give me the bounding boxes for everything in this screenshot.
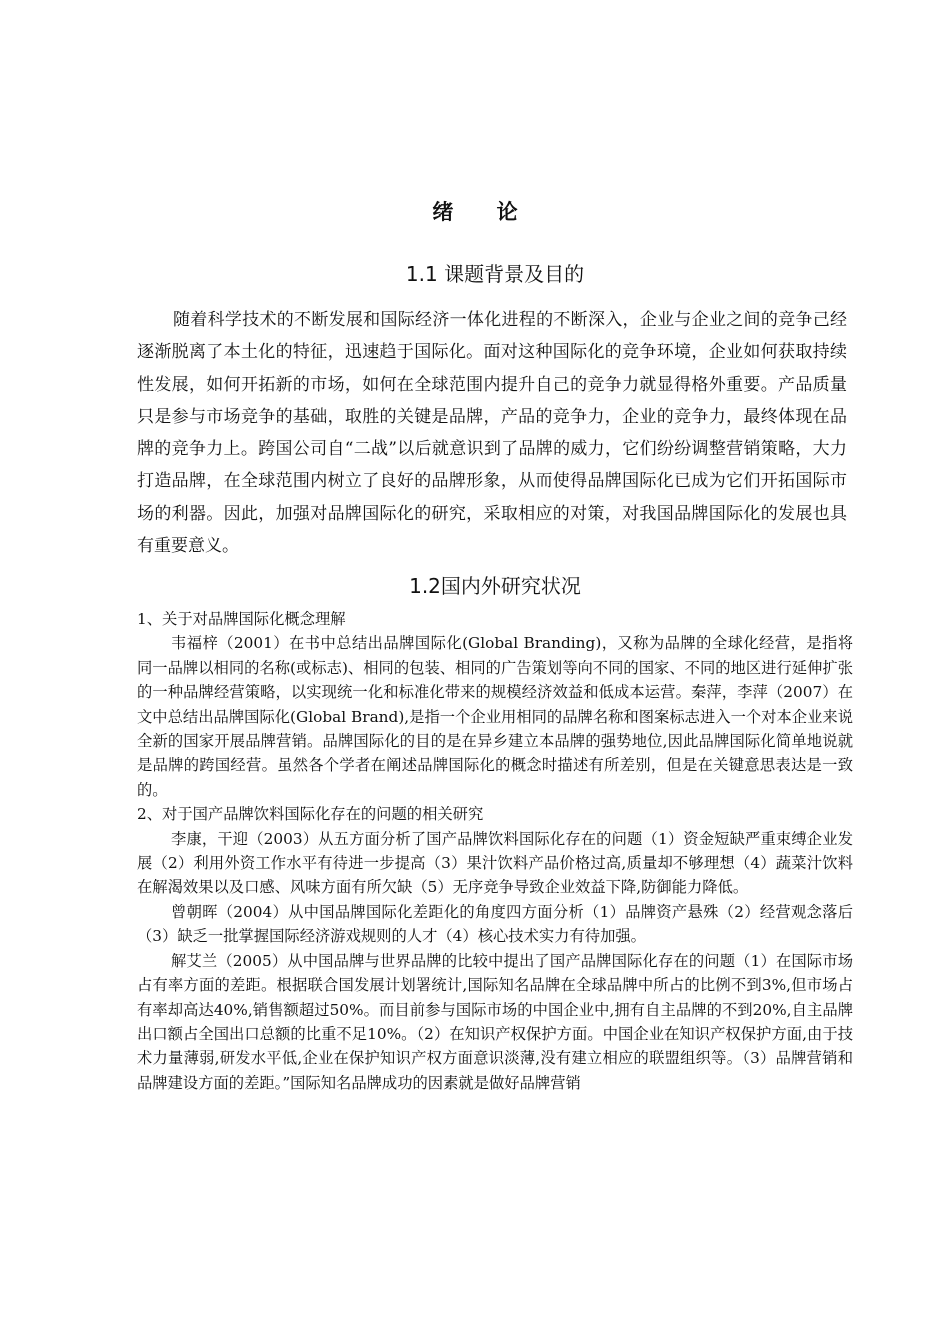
item-1-title: 1、关于对品牌国际化概念理解 [137, 610, 346, 628]
section-heading-1-2: 1.2国内外研究状况 [409, 574, 581, 598]
section-1-1-paragraph: 随着科学技术的不断发展和国际经济一体化进程的不断深入，企业与企业之间的竞争己经逐渐脱离了本土化的特征，迅速趋于国际化。面对这种国际化的竞争环境，企业如何获取持续性发展，如何开拓新的市场，如何在全球范围内提升自己的竞争力就显得格外重要。产品质量只是参与市场竞争的基础，取胜的关键是品牌，产品的竞争力，企业的竞争力，最终体现在品牌的竞争力上。跨国公司自“二战”以后就意识到了品牌的威力，它们纷纷调整营销策略，大力打造品牌，在全球范围内树立了良好的品牌形象，从而使得品牌国际化已成为它们开拓国际市场的利器。因此，加强对品牌国际化的研究，采取相应的对策，对我国品牌国际化的发展也具有重要意义。 [137, 310, 847, 557]
section-1-2-body [137, 607, 853, 1095]
item-2-paragraph-3: 解艾兰（2005）从中国品牌与世界品牌的比较中提出了国产品牌国际化存在的问题（1）在国际市场占有率方面的差距。根据联合国发展计划署统计,国际知名品牌在全球品牌中所占的比例不到3%,但市场占有率却高达40%,销售额超过50%。而目前参与国际市场的中国企业中,拥有自主品牌的不到20%,自主品牌出口额占全国出口总额的比重不足10%。（2）在知识产权保护方面。中国企业在知识产权保护方面,由于技术力量薄弱,研发水平低,企业在保护知识产权方面意识淡薄,没有建立相应的联盟组织等。（3）品牌营销和品牌建设方面的差距。”国际知名品牌成功的因素就是做好品牌营销 [137, 951, 853, 1092]
item-2-paragraph-2: 曾朝晖（2004）从中国品牌国际化差距化的角度四方面分析（1）品牌资产悬殊（2）经营观念落后（3）缺乏一批掌握国际经济游戏规则的人才（4）核心技术实力有待加强。 [137, 902, 853, 946]
item-2-title: 2、对于国产品牌饮料国际化存在的问题的相关研究 [137, 805, 484, 824]
chapter-title: 绪 论 [432, 200, 536, 224]
section-heading-1-1: 1.1 课题背景及目的 [405, 262, 585, 286]
item-2-paragraph-1: 李康，干迎（2003）从五方面分析了国产品牌饮料国际化存在的问题（1）资金短缺严重束缚企业发展（2）利用外资工作水平有待进一步提高（3）果汁饮料产品价格过高,质量却不够理想（4）蔬菜汁饮料在解渴效果以及口感、风味方面有所欠缺（5）无序竞争导致企业效益下降,防御能力降低。 [137, 829, 853, 897]
item-1-paragraph: 韦福梓（2001）在书中总结出品牌国际化(Global Branding)，又称为品牌的全球化经营，是指将同一品牌以相同的名称(或标志)、相同的包装、相同的广告策划等向不同的国家、不同的地区进行延伸扩张的一种品牌经营策略，以实现统一化和标准化带来的规模经济效益和低成本运营。秦萍，李萍（2007）在文中总结出品牌国际化(Global Brand),是指一个企业用相同的品牌名称和图案标志进入一个对本企业来说全新的国家开展品牌营销。品牌国际化的目的是在异乡建立本品牌的强势地位,因此品牌国际化简单地说就是品牌的跨国经营。虽然各个学者在阐述品牌国际化的概念时描述有所差别，但是在关键意思表达是一致的。 [137, 634, 853, 799]
